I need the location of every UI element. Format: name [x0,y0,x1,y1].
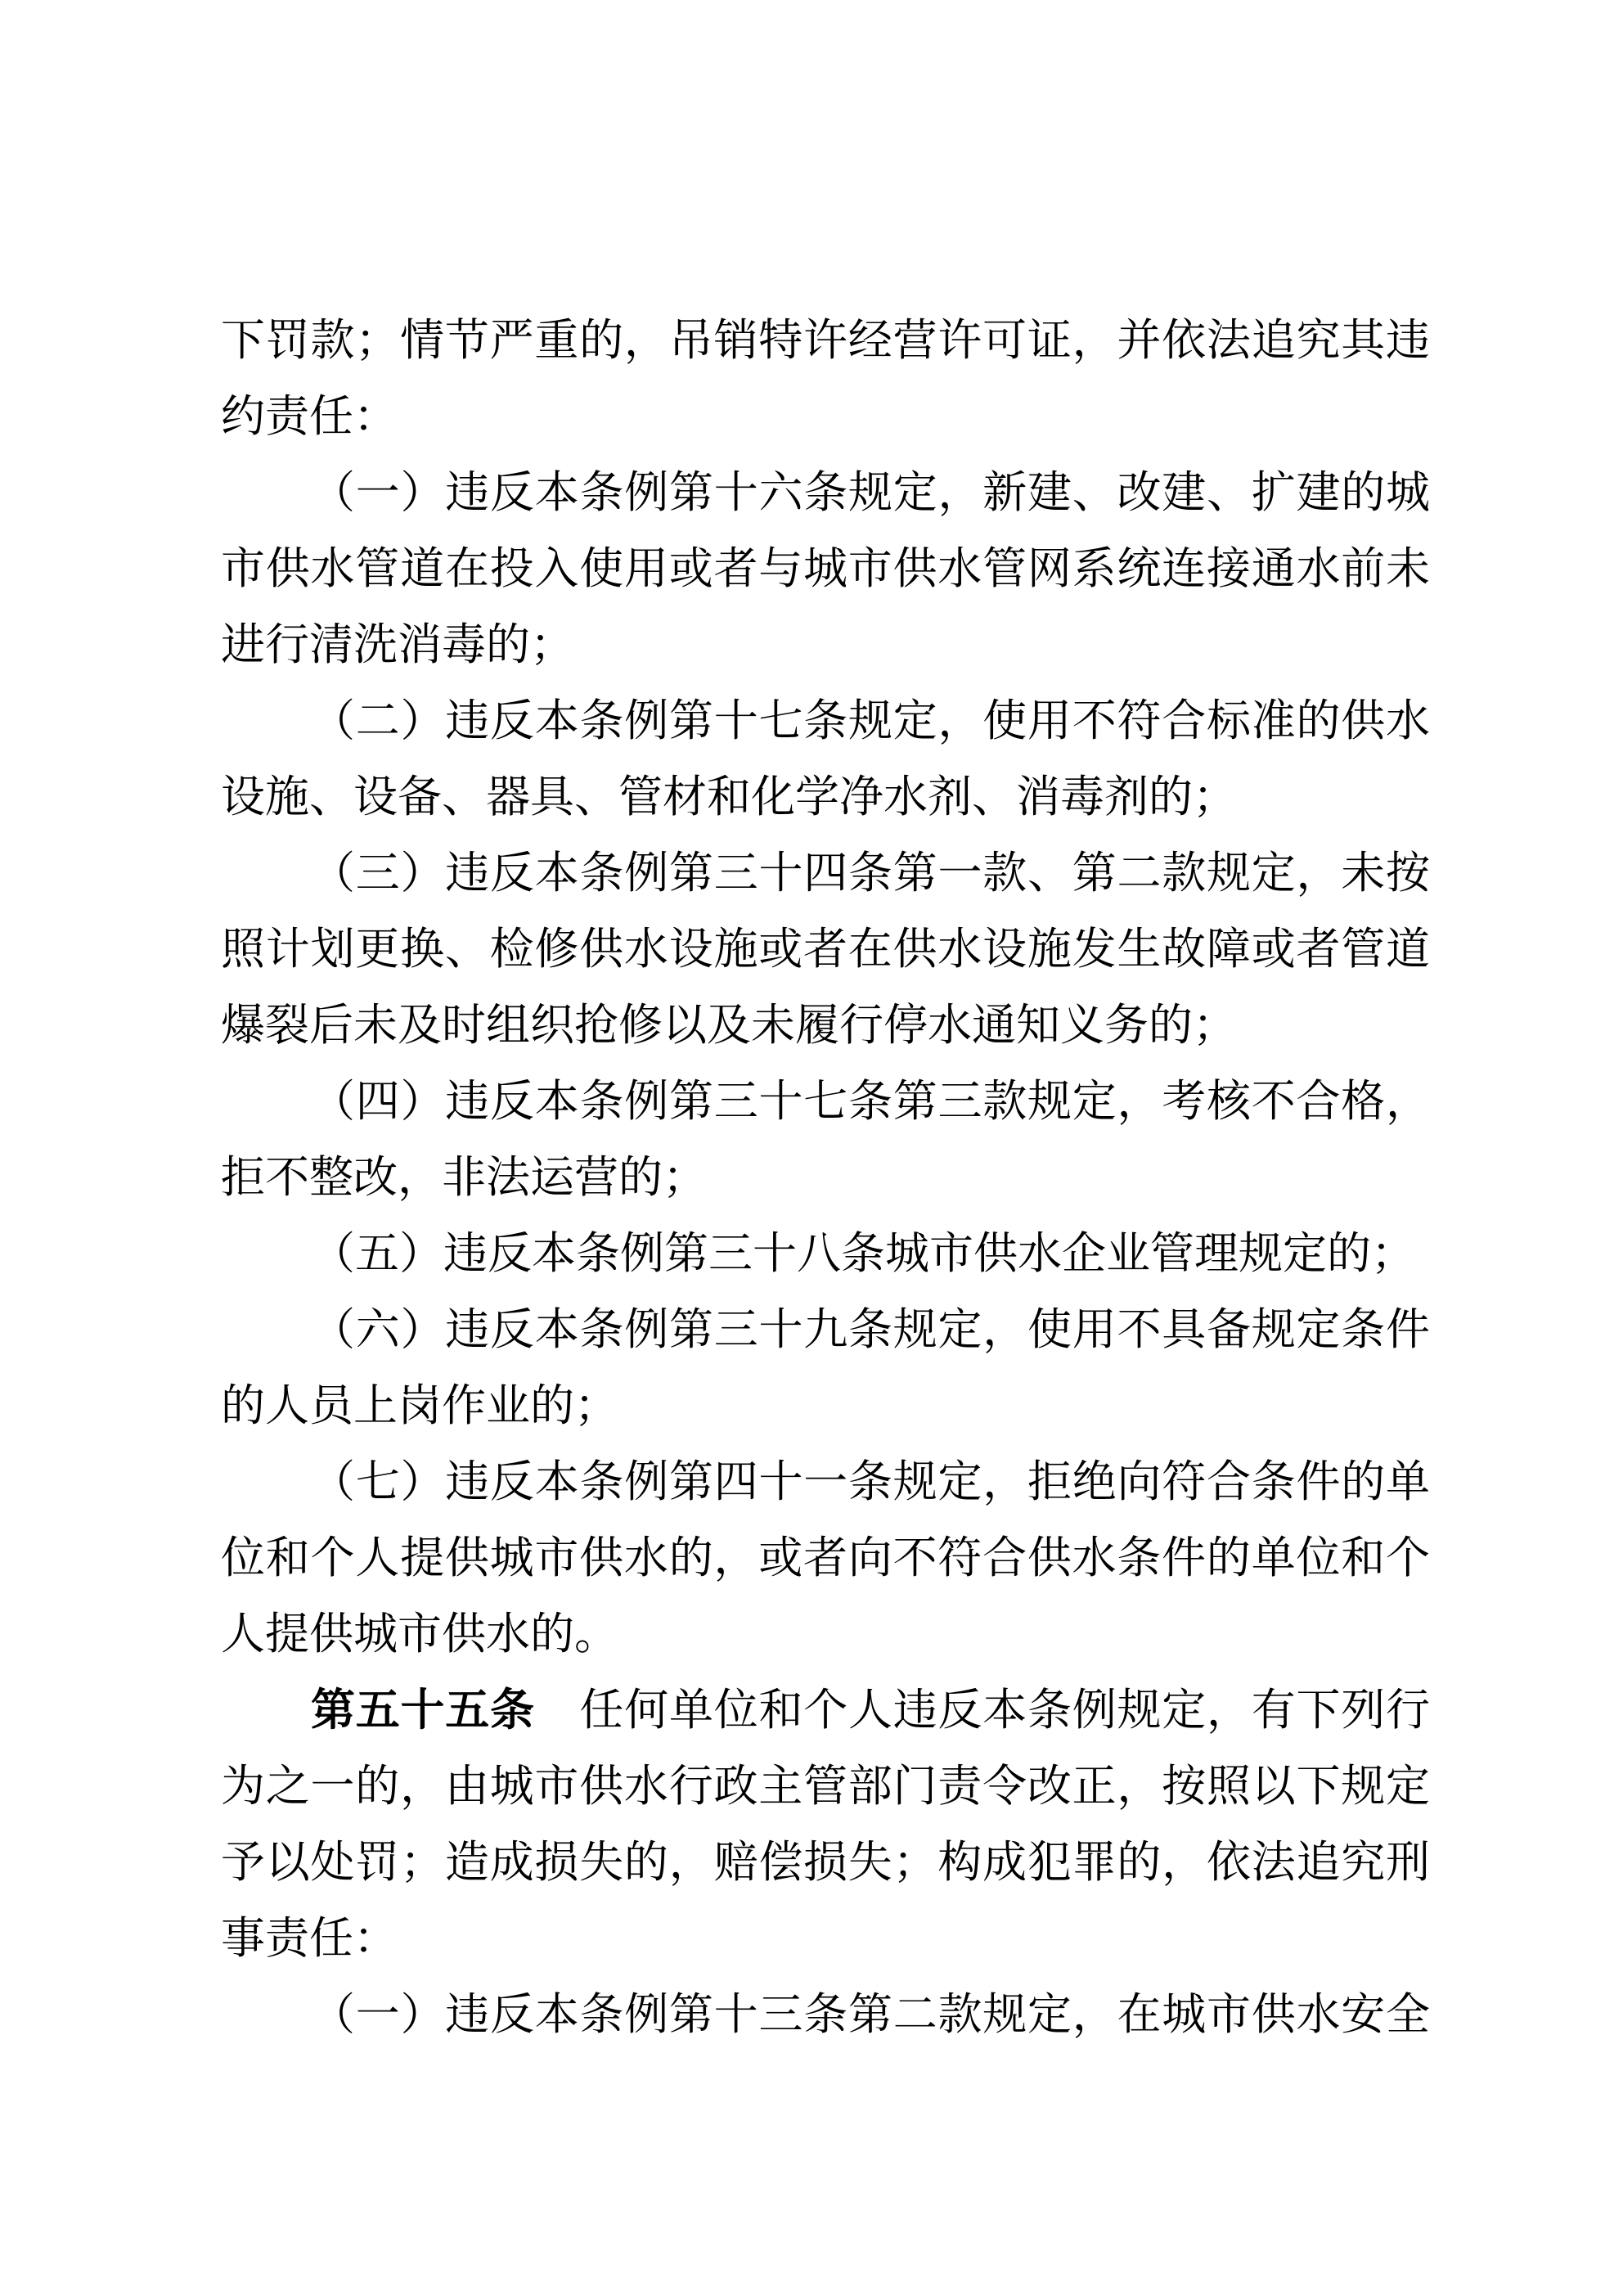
text-line-17: 位和个人提供城市供水的，或者向不符合供水条件的单位和个 [221,1533,1430,1582]
text-line-22: 事责任： [221,1914,398,1963]
text-line-16: （七）违反本条例第四十一条规定，拒绝向符合条件的单 [311,1457,1430,1506]
text-line-15: 的人员上岗作业的； [221,1381,618,1430]
document-text-block [221,303,1430,2053]
text-line-3: （一）违反本条例第十六条规定，新建、改建、扩建的城 [311,468,1430,517]
text-line-14: （六）违反本条例第三十九条规定，使用不具备规定条件 [311,1305,1430,1354]
text-line-23: （一）违反本条例第十三条第二款规定，在城市供水安全 [311,1990,1430,2039]
text-line-8: （三）违反本条例第三十四条第一款、第二款规定，未按 [311,849,1430,898]
text-line-5: 进行清洗消毒的； [221,620,574,669]
text-line-18: 人提供城市供水的。 [221,1609,618,1659]
text-line-4: 市供水管道在投入使用或者与城市供水管网系统连接通水前未 [221,544,1430,593]
text-line-9: 照计划更换、检修供水设施或者在供水设施发生故障或者管道 [221,925,1430,974]
text-line-21: 予以处罚；造成损失的，赔偿损失；构成犯罪的，依法追究刑 [221,1838,1430,1887]
text-line-1: 下罚款；情节严重的，吊销特许经营许可证，并依法追究其违 [221,316,1430,365]
text-line-10: 爆裂后未及时组织抢修以及未履行停水通知义务的； [221,1001,1237,1050]
text-line-12: 拒不整改，非法运营的； [221,1153,707,1202]
text-line-6: （二）违反本条例第十七条规定，使用不符合标准的供水 [311,696,1430,745]
text-line-2: 约责任： [221,392,398,441]
article-55-body: 任何单位和个人违反本条例规定，有下列行 [534,1686,1430,1735]
text-line-11: （四）违反本条例第三十七条第三款规定，考核不合格， [311,1077,1430,1126]
article-55-number: 第五十五条 [311,1686,535,1735]
text-line-7: 设施、设备、器具、管材和化学净水剂、消毒剂的； [221,772,1237,822]
text-line-19-article-55 [221,1672,1430,1749]
text-line-13: （五）违反本条例第三十八条城市供水企业管理规定的； [311,1229,1415,1278]
text-line-20: 为之一的，由城市供水行政主管部门责令改正，按照以下规定 [221,1762,1430,1811]
